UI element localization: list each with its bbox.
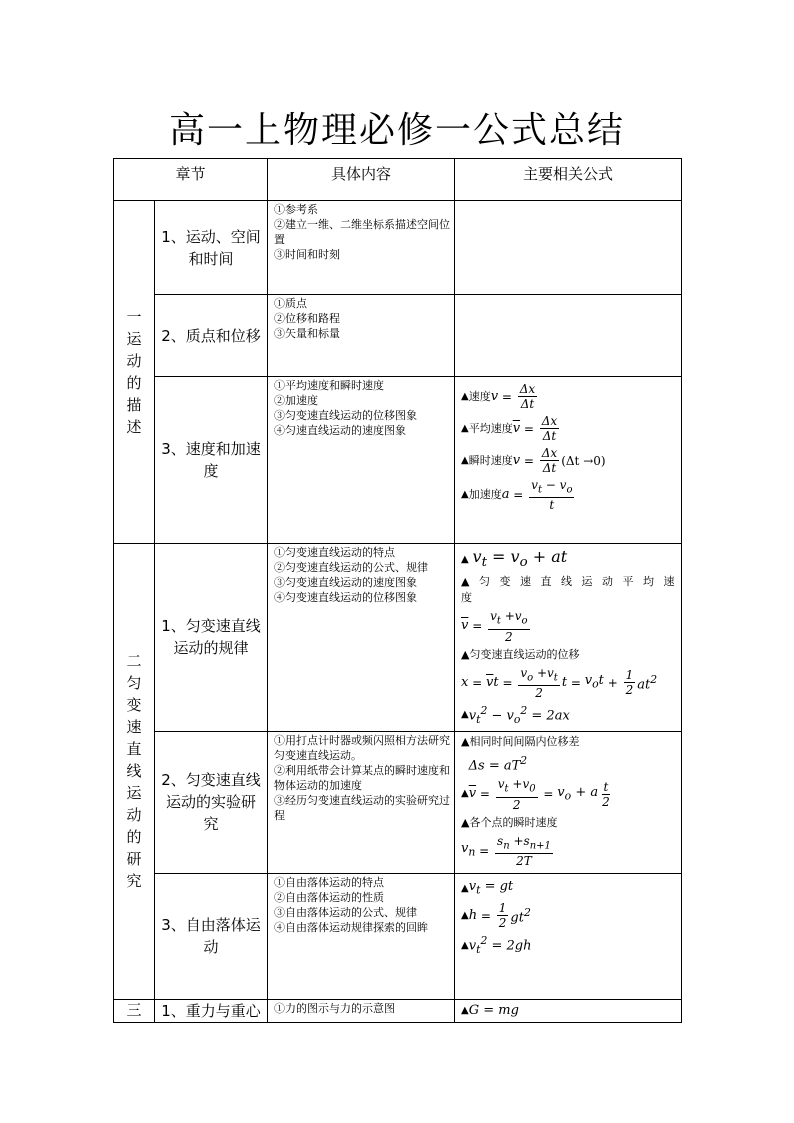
section-content xyxy=(268,201,455,295)
chapter-label: 三 xyxy=(126,1000,142,1019)
header-row xyxy=(114,159,682,201)
content-item: ③匀变速直线运动的速度图象 xyxy=(274,576,418,589)
formula-cell xyxy=(455,295,682,377)
table-row xyxy=(114,873,682,999)
section-content xyxy=(268,999,455,1022)
formula-free-fall-v: ▲ $v_t$ = gt xyxy=(461,878,514,897)
formula-cell xyxy=(455,544,682,732)
formula-free-fall-v2: ▲ $v_t^2 = 2gh$ xyxy=(461,934,532,957)
section-name: 1、匀变速直线运动的规律 xyxy=(155,544,268,732)
section-name: 1、运动、空间和时间 xyxy=(155,201,268,295)
table-row xyxy=(114,377,682,544)
formula-cell xyxy=(455,873,682,999)
section-name: 3、速度和加速度 xyxy=(155,377,268,544)
formula-note: ▲ 匀 变 速 直 线 运 动 平 均 速 度 xyxy=(461,575,678,605)
section-name: 1、重力与重心 xyxy=(155,999,268,1022)
section-content xyxy=(268,873,455,999)
formula-cell xyxy=(455,731,682,873)
formula-point-velocity: $v_n$ = $\frac{s_n +s_{n+1}}{2T}$ xyxy=(461,833,551,868)
formula-delta-s: $\Delta s = aT^2$ xyxy=(468,753,528,774)
chapter-label: 一运动的描述 xyxy=(126,308,142,436)
content-item: ②自由落体运动的性质 xyxy=(274,890,385,904)
section-content xyxy=(268,377,455,544)
table-row xyxy=(114,295,682,377)
formula-avg-v-mid: ▲ $\overline{v}$ = $\frac{v_t +v_0}{2}$ = $v_o + a$ $\frac{t}{2}$ xyxy=(461,777,610,812)
formula-velocity: ▲ $v_t = v_o$ + at xyxy=(461,547,568,571)
content-item: ①用打点计时器或频闪照相方法研究匀变速直线运动。 xyxy=(274,733,451,762)
header-formulas: 主要相关公式 xyxy=(455,159,682,201)
chapter-cell xyxy=(114,544,155,1000)
formula-note: ▲匀变速直线运动的位移 xyxy=(461,647,580,661)
section-name: 2、匀变速直线运动的实验研究 xyxy=(155,731,268,873)
chapter-cell xyxy=(114,201,155,544)
formula-avg-velocity: $\overline{v}$ = $\frac{v_t +v_o}{2}$ xyxy=(461,609,528,644)
formula-speed: ▲ 速度 v = $\frac{\Delta x}{\Delta t}$ xyxy=(461,382,536,411)
content-item: ②位移和路程 xyxy=(274,312,341,325)
section-content xyxy=(268,544,455,732)
content-item: ①平均速度和瞬时速度 xyxy=(274,379,385,392)
formula-inst-speed: ▲ 瞬时速度 v = $\frac{\Delta x}{\Delta t}$ (Δt →0) xyxy=(461,446,606,475)
page-title: 高一上物理必修一公式总结 xyxy=(168,110,625,151)
table-row xyxy=(114,544,682,732)
formula-table xyxy=(113,158,682,1023)
formula-free-fall-h: ▲ h = $\frac{1}{2}$ $gt^2$ xyxy=(461,901,531,931)
content-item: ③经历匀变速直线运动的实验研究过程 xyxy=(274,793,451,822)
content-item: ④匀变速直线运动的位移图象 xyxy=(274,591,418,604)
formula-gravity: ▲ G = mg xyxy=(461,1002,519,1018)
content-item: ①力的图示与力的示意图 xyxy=(274,1001,396,1015)
section-name: 3、自由落体运动 xyxy=(155,873,268,999)
content-item: ②加速度 xyxy=(274,394,319,407)
header-chapter: 章节 xyxy=(114,159,268,201)
formula-displacement: x = $\overline{v}t$ = $\frac{v_o +v_t}{2}$ t = $v_ot$ + $\frac{1}{2}$ $at^2$ xyxy=(461,665,658,700)
content-item: ④匀速直线运动的速度图象 xyxy=(274,424,407,437)
content-item: ④自由落体运动规律探索的回眸 xyxy=(274,920,429,934)
content-item: ①自由落体运动的特点 xyxy=(274,875,385,889)
chapter-cell xyxy=(114,999,155,1022)
formula-v-squared: ▲ $v_t^2 - v_o^2 = 2ax$ xyxy=(461,703,570,726)
content-item: ③矢量和标量 xyxy=(274,327,341,340)
formula-cell xyxy=(455,999,682,1022)
section-name: 2、质点和位移 xyxy=(155,295,268,377)
header-content: 具体内容 xyxy=(268,159,455,201)
formula-avg-speed: ▲ 平均速度 $\overline{v}$ = $\frac{\Delta x}{\Delta t}$ xyxy=(461,414,558,443)
content-item: ②建立一维、二维坐标系描述空间位置 xyxy=(274,218,451,246)
table-row xyxy=(114,731,682,873)
content-item: ③匀变速直线运动的位移图象 xyxy=(274,409,418,422)
formula-accel: ▲ 加速度 a = $\frac{v_t - v_o}{t}$ xyxy=(461,478,573,513)
content-item: ①参考系 xyxy=(274,203,319,216)
formula-cell xyxy=(455,201,682,295)
content-item: ③时间和时刻 xyxy=(274,248,341,261)
table-row xyxy=(114,999,682,1022)
content-item: ②匀变速直线运动的公式、规律 xyxy=(274,561,429,574)
chapter-label: 二匀变速直线运动的研究 xyxy=(126,652,142,891)
content-item: ②利用纸带会计算某点的瞬时速度和物体运动的加速度 xyxy=(274,763,451,792)
content-item: ③自由落体运动的公式、规律 xyxy=(274,905,418,919)
table-row xyxy=(114,201,682,295)
formula-note: ▲各个点的瞬时速度 xyxy=(461,815,558,829)
section-content xyxy=(268,295,455,377)
content-item: ①质点 xyxy=(274,297,308,310)
formula-cell xyxy=(455,377,682,544)
formula-note: ▲相同时间间隔内位移差 xyxy=(461,734,580,748)
section-content xyxy=(268,731,455,873)
content-item: ①匀变速直线运动的特点 xyxy=(274,546,396,559)
